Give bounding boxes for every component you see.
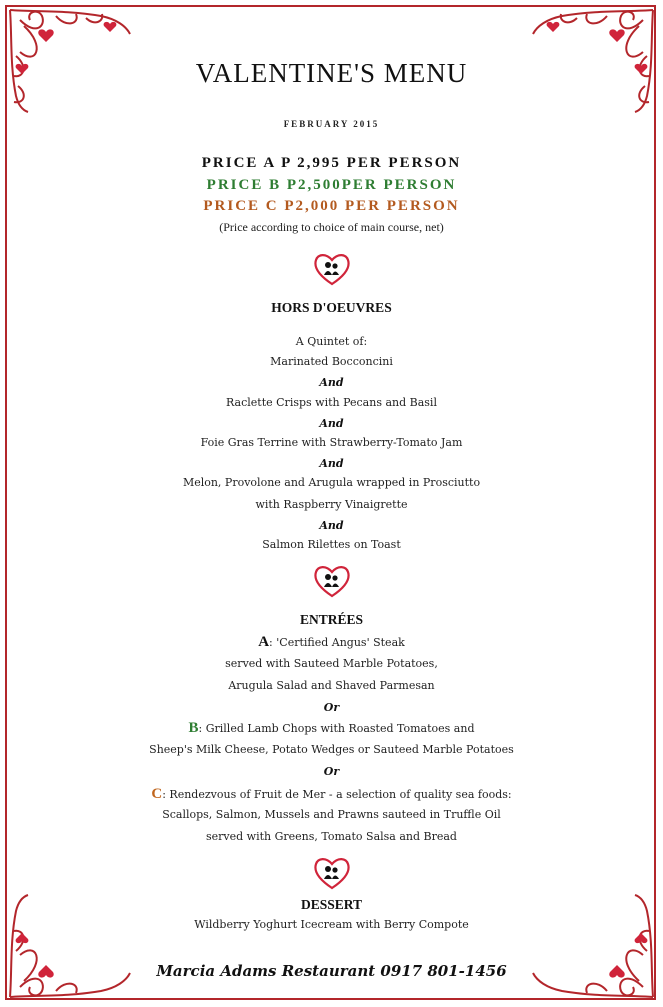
entree-c	[0, 786, 663, 803]
hors-item: Melon, Provolone and Arugula wrapped in Prosciutto	[182, 476, 481, 489]
hors-intro: A Quintet of:	[295, 335, 368, 348]
heart-couple-icon	[313, 564, 351, 598]
option-b-label: B	[188, 720, 199, 736]
option-a-label: A	[258, 634, 270, 650]
or-text: Or	[323, 701, 340, 714]
hors-item: Marinated Bocconcini	[270, 355, 393, 368]
entree-a	[0, 634, 663, 651]
entrees-heading: ENTRÉES	[299, 612, 364, 627]
dessert-item: Wildberry Yoghurt Icecream with Berry Compote	[194, 918, 469, 931]
entree-line: served with Greens, Tomato Salsa and Bread	[206, 830, 457, 843]
entree-line: Sheep's Milk Cheese, Potato Wedges or Sauteed Marble Potatoes	[149, 743, 514, 756]
price-c: PRICE C P2,000 PER PERSON	[203, 198, 460, 214]
entree-b-text: : Grilled Lamb Chops with Roasted Tomatoes and	[198, 722, 475, 735]
entree-c-text: : Rendezvous of Fruit de Mer - a selection of quality sea foods:	[162, 788, 512, 801]
hors-item: Foie Gras Terrine with Strawberry-Tomato Jam	[200, 436, 463, 449]
price-b: PRICE B P2,500PER PERSON	[206, 177, 457, 193]
and-text: And	[319, 376, 344, 389]
hors-heading: HORS D'OEUVRES	[271, 300, 392, 315]
and-text: And	[319, 519, 344, 532]
entree-a-text: : 'Certified Angus' Steak	[269, 636, 405, 649]
or-text: Or	[323, 765, 340, 778]
entree-line: served with Sauteed Marble Potatoes,	[225, 657, 438, 670]
hors-item: Salmon Rilettes on Toast	[262, 538, 401, 551]
hors-item: with Raspberry Vinaigrette	[255, 498, 408, 511]
menu-date: FEBRUARY 2015	[283, 119, 380, 129]
heart-couple-icon	[313, 856, 351, 890]
menu-title: VALENTINE'S MENU	[195, 58, 468, 88]
price-note: (Price according to choice of main course, net)	[219, 220, 444, 234]
entree-line: Arugula Salad and Shaved Parmesan	[228, 679, 435, 692]
dessert-heading: DESSERT	[300, 897, 363, 912]
hors-item: Raclette Crisps with Pecans and Basil	[226, 396, 437, 409]
price-a: PRICE A P 2,995 PER PERSON	[201, 155, 462, 171]
heart-couple-icon	[313, 252, 351, 286]
and-text: And	[319, 417, 344, 430]
entree-line: Scallops, Salmon, Mussels and Prawns sauteed in Truffle Oil	[162, 808, 501, 821]
and-text: And	[319, 457, 344, 470]
restaurant-footer: Marcia Adams Restaurant 0917 801-1456	[156, 962, 507, 980]
option-c-label: C	[151, 786, 163, 802]
entree-b	[0, 720, 663, 737]
